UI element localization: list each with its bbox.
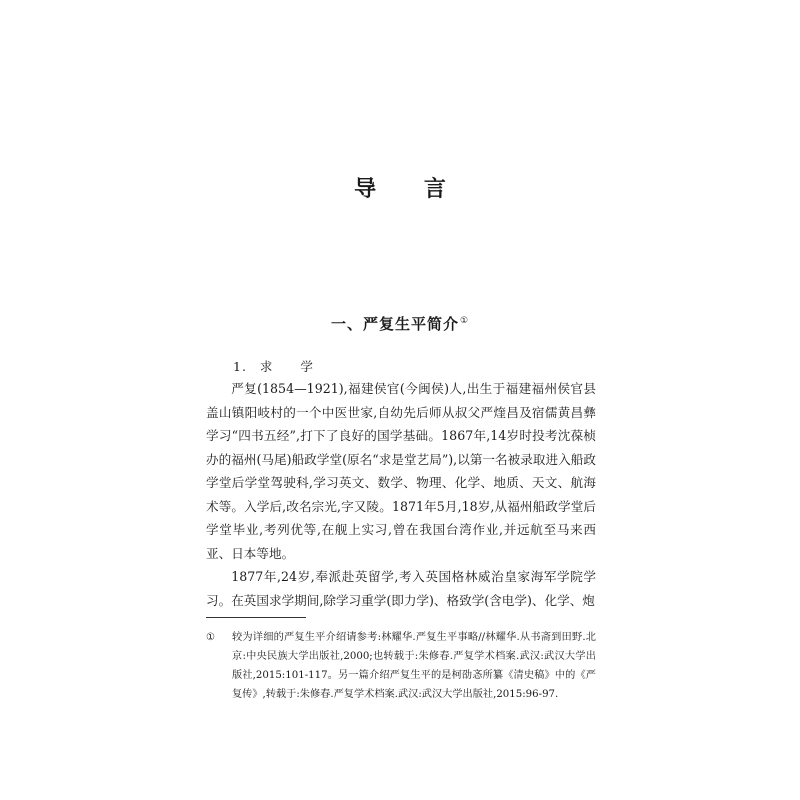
body-text	[206, 377, 596, 612]
footnote-marker: ①	[206, 632, 216, 643]
paragraph-2: 1877年,24岁,奉派赴英留学,考入英国格林威治皇家海军学院学习。在英国求学期间,除学习重学(即力学)、格致学(含电学)、化学、炮	[206, 569, 596, 608]
footnote	[206, 628, 596, 704]
paragraph-1: 严复(1854—1921),福建侯官(今闽侯)人,出生于福建福州侯官县盖山镇阳岐村的一个中医世家,自幼先后师从叔父严煃昌及宿儒黄昌彝学习“四书五经”,打下了良好的国学基础。1867年,14岁时投考沈葆桢办的福州(马尾)船政学堂(原名“求是堂艺局”),以第一名被录取进入船政学堂后学堂驾驶科,学习英文、数学、物理、化学、地质、天文、航海术等。入学后,改名宗光,字又陵。1871年5月,18岁,从福州船政学堂后学堂毕业,考列优等,在舰上实习,曾在我国台湾作业,并远航至马来西亚、日本等地。	[206, 381, 596, 561]
subsection-number: 1.	[233, 359, 247, 374]
section-heading-text: 一、严复生平简介	[330, 315, 459, 333]
footnote-reference: ①	[459, 316, 470, 326]
footnote-divider	[206, 617, 306, 618]
section-heading	[0, 313, 800, 334]
footnote-text: 较为详细的严复生平介绍请参考:林耀华.严复生平事略//林耀华.从书斋到田野.北京:中央民族大学出版社,2000;也转载于:朱修春.严复学术档案.武汉:武汉大学出版社,2015:101-117。另一篇介绍严复生平的是柯劭忞所纂《清史稿》中的《严复传》,转载于:朱修春.严复学术档案.武汉:武汉大学出版社,2015:96-97.	[232, 632, 596, 700]
chapter-title: 导 言	[354, 177, 466, 202]
subsection-title: 求 学	[259, 359, 325, 374]
subsection-heading	[233, 357, 325, 375]
